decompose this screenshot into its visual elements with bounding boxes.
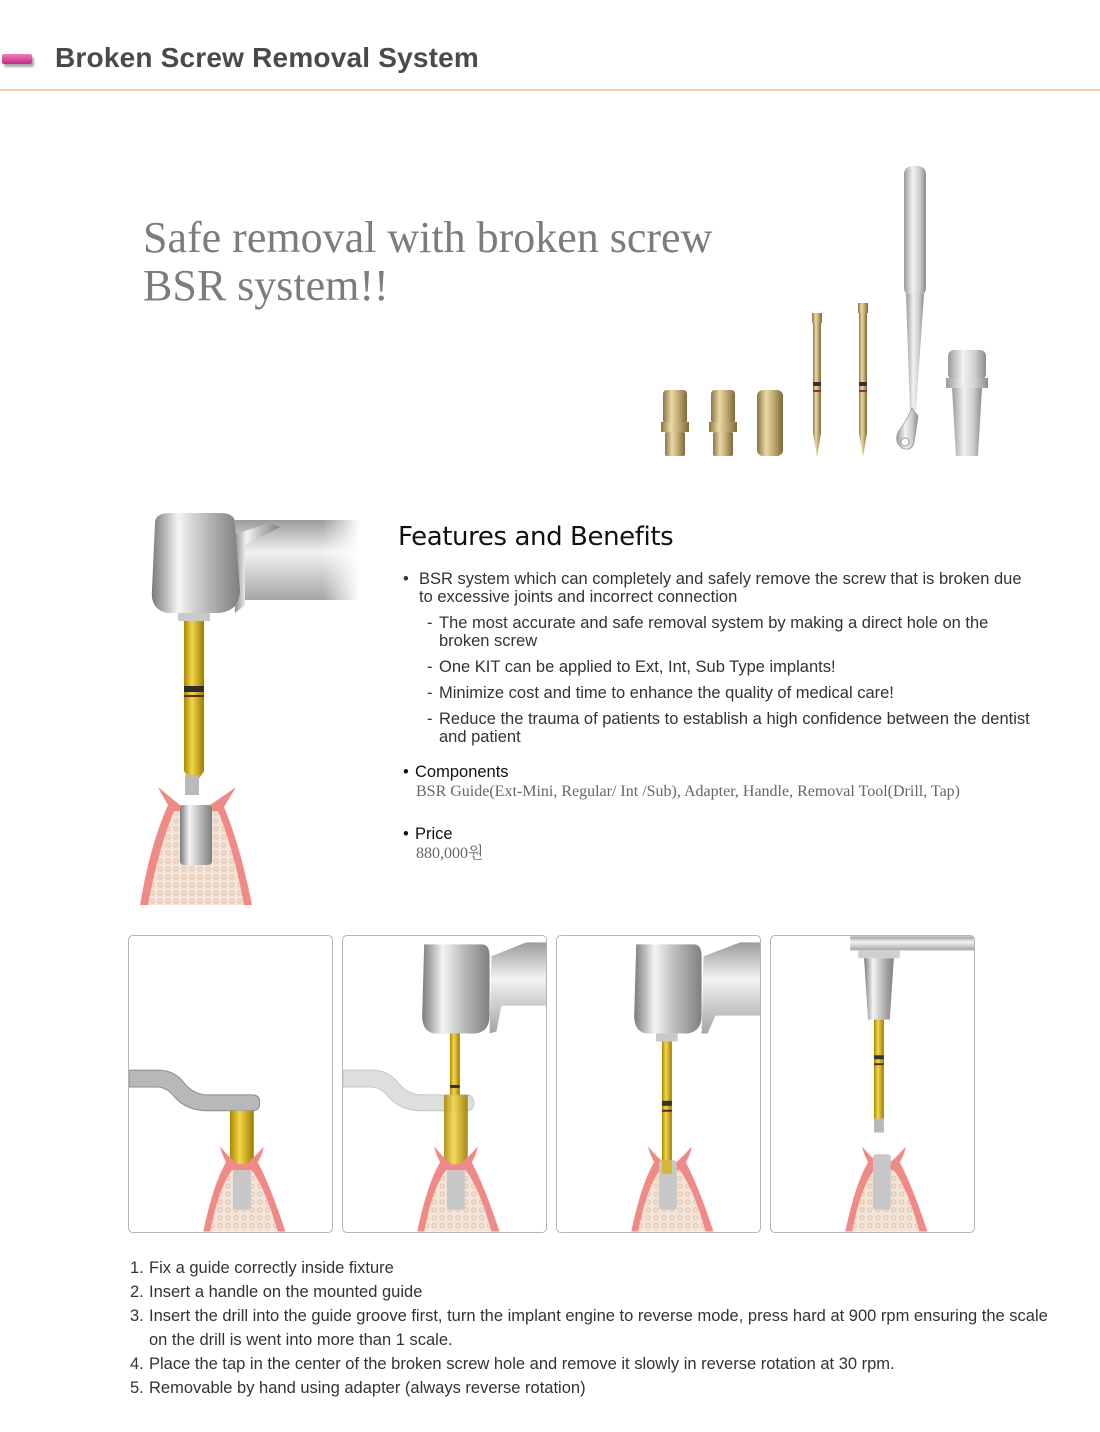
bsr-guide-int-sub-icon	[757, 390, 783, 456]
feature-sub-point-text: Minimize cost and time to enhance the quality of medical care!	[439, 684, 894, 702]
components-label: • Components	[398, 762, 1038, 782]
feature-main-point: • BSR system which can completely and safely remove the screw that is broken due to excessive joints and incorrect connection	[398, 570, 1038, 606]
step-3-illustration	[556, 935, 761, 1233]
procedure-steps	[130, 1256, 1070, 1400]
section-marker-icon	[2, 54, 32, 64]
step-text: Fix a guide correctly inside fixture	[149, 1259, 394, 1277]
feature-sub-point-text: One KIT can be applied to Ext, Int, Sub Type implants!	[439, 658, 836, 676]
page-title: Broken Screw Removal System	[55, 42, 480, 73]
step-text: Place the tap in the center of the broken screw hole and remove it slowly in reverse rotation at 30 rpm.	[149, 1355, 895, 1373]
bsr-guide-regular-icon	[709, 390, 737, 456]
feature-sub-point: - The most accurate and safe removal system by making a direct hole on the broken screw	[427, 614, 989, 650]
header-divider	[0, 89, 1100, 91]
step-1-illustration	[128, 935, 333, 1233]
feature-sub-point: - One KIT can be applied to Ext, Int, Sub Type implants!	[427, 658, 836, 676]
step-item: 2. Insert a handle on the mounted guide	[130, 1283, 423, 1301]
components-value: BSR Guide(Ext-Mini, Regular/ Int /Sub), Adapter, Handle, Removal Tool(Drill, Tap)	[416, 783, 961, 800]
step-item: 3. Insert the drill into the guide groove first, turn the implant engine to reverse mode, press hard at 900 rpm ensuring the scale on the drill is went into more than 1 scale.	[130, 1307, 1048, 1349]
price-value: 880,000원	[416, 845, 484, 862]
product-kit-image	[650, 160, 1000, 470]
step-item: 1. Fix a guide correctly inside fixture	[130, 1259, 394, 1277]
step-item: 5. Removable by hand using adapter (always reverse rotation)	[130, 1379, 586, 1397]
step-text: Insert the drill into the guide groove first, turn the implant engine to reverse mode, press hard at 900 rpm ensuring the scale on the drill is went into more than 1 scale.	[149, 1307, 1048, 1349]
price-label: • Price	[398, 824, 1038, 844]
removal-drill-icon	[812, 313, 822, 457]
step-text: Insert a handle on the mounted guide	[149, 1283, 423, 1301]
feature-sub-point-text: The most accurate and safe removal system by making a direct hole on the broken screw	[439, 614, 989, 650]
feature-sub-point-text: Reduce the trauma of patients to establish a high confidence between the dentist and patient	[439, 710, 1030, 746]
features-title: Features and Benefits	[398, 522, 674, 552]
hero-line-2: BSR system!!	[143, 261, 389, 310]
step-2-illustration	[342, 935, 547, 1233]
handpiece-implant-illustration	[140, 505, 360, 905]
feature-sub-point: - Minimize cost and time to enhance the quality of medical care!	[427, 684, 894, 702]
step-item: 4. Place the tap in the center of the broken screw hole and remove it slowly in reverse rotation at 30 rpm.	[130, 1355, 895, 1373]
hero-line-1: Safe removal with broken screw	[143, 213, 713, 262]
feature-sub-point: - Reduce the trauma of patients to establish a high confidence between the dentist and patient	[427, 710, 1030, 746]
step-4-illustration	[770, 935, 975, 1233]
adapter-icon	[946, 350, 988, 456]
step-text: Removable by hand using adapter (always reverse rotation)	[149, 1379, 586, 1397]
handle-icon	[897, 166, 926, 449]
bsr-guide-ext-mini-icon	[661, 390, 689, 456]
removal-tap-icon	[858, 303, 868, 457]
page-header	[0, 0, 1100, 92]
features-section	[398, 522, 1038, 864]
hero-tagline	[143, 214, 712, 310]
procedure-illustrations	[128, 935, 976, 1233]
